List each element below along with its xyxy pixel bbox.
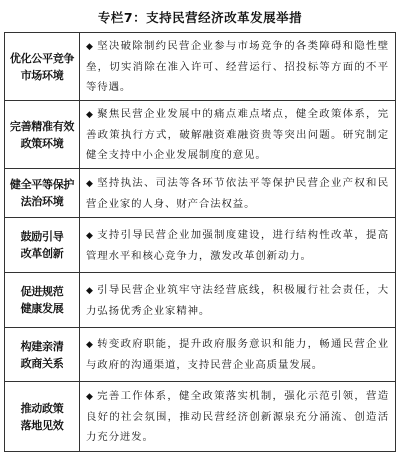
table-row: [5, 101, 396, 169]
table-row: [5, 169, 396, 218]
table-row: [5, 382, 396, 452]
row-label: [5, 33, 80, 101]
diamond-bullet-icon: ◆: [86, 42, 95, 52]
row-text: 聚焦民营企业发展中的痛点难点堵点，健全政策体系，完善政策执行方式，破解融资难融资贵等突出问题。研究制定健全支持中小企业发展制度的意见。: [86, 108, 389, 161]
diamond-bullet-icon: ◆: [86, 285, 95, 296]
row-label-line: 构建亲清: [20, 339, 64, 353]
row-label-line: 改革创新: [20, 247, 64, 260]
row-label-line: 法治环境: [20, 195, 64, 208]
row-content: [80, 33, 396, 101]
row-content: [80, 382, 396, 452]
row-text: 完善工作体系，健全政策落实机制，强化示范引领，营造良好的社会氛围，推动民营经济创新源泉充分涌流、创造活力充分迸发。: [86, 390, 389, 443]
row-label: [5, 101, 80, 169]
row-label-line: 促进规范: [20, 285, 64, 298]
row-content: [80, 169, 396, 218]
row-label-line: 政商关系: [20, 356, 64, 370]
row-text: 转变政府职能，提升政府服务意识和能力，畅通民营企业与政府的沟通渠道，支持民营企业高质量发展。: [86, 338, 389, 371]
diamond-bullet-icon: ◆: [86, 110, 95, 120]
table-row: [5, 218, 396, 273]
row-label: [5, 218, 80, 273]
row-text: 坚决破除制约民营企业参与市场竞争的各类障碍和隐性壁垒，切实消除在准入许可、经营运行、招投标等方面的不平等待遇。: [86, 40, 389, 93]
row-text: 引导民营企业筑牢守法经营底线，积极履行社会责任，大力弘扬优秀企业家精神。: [86, 283, 389, 317]
row-label-line: 推动政策: [20, 401, 64, 415]
column-title: 专栏7：支持民营经济改革发展举措: [97, 10, 303, 25]
row-label: [5, 169, 80, 218]
row-label: [5, 328, 80, 382]
row-label-line: 鼓励引导: [20, 230, 64, 243]
row-content: [80, 101, 396, 169]
row-content: [80, 218, 396, 273]
row-text: 坚持执法、司法等各环节依法平等保护民营企业产权和民营企业家的人身、财产合法权益。: [86, 176, 389, 210]
row-content: [80, 273, 396, 328]
row-label: [5, 382, 80, 452]
row-label: [5, 273, 80, 328]
row-label-line: 落地见效: [20, 418, 64, 432]
row-label-line: 优化公平竞争: [9, 51, 75, 65]
row-label-line: 完善精准有效: [9, 119, 75, 133]
table-row: [5, 33, 396, 101]
row-label-line: 政策环境: [20, 136, 64, 150]
row-text: 支持引导民营企业加强制度建设，进行结构性改革，提高管理水平和核心竞争力，激发改革创新动力。: [86, 228, 389, 262]
row-label-line: 健康发展: [20, 302, 64, 315]
table-row: [5, 273, 396, 328]
diamond-bullet-icon: ◆: [86, 178, 95, 189]
measures-table: [4, 32, 396, 452]
diamond-bullet-icon: ◆: [86, 230, 95, 241]
table-row: [5, 328, 396, 382]
row-label-line: 健全平等保护: [9, 178, 75, 191]
diamond-bullet-icon: ◆: [86, 340, 95, 350]
diamond-bullet-icon: ◆: [86, 392, 95, 402]
row-content: [80, 328, 396, 382]
row-label-line: 市场环境: [20, 68, 64, 82]
